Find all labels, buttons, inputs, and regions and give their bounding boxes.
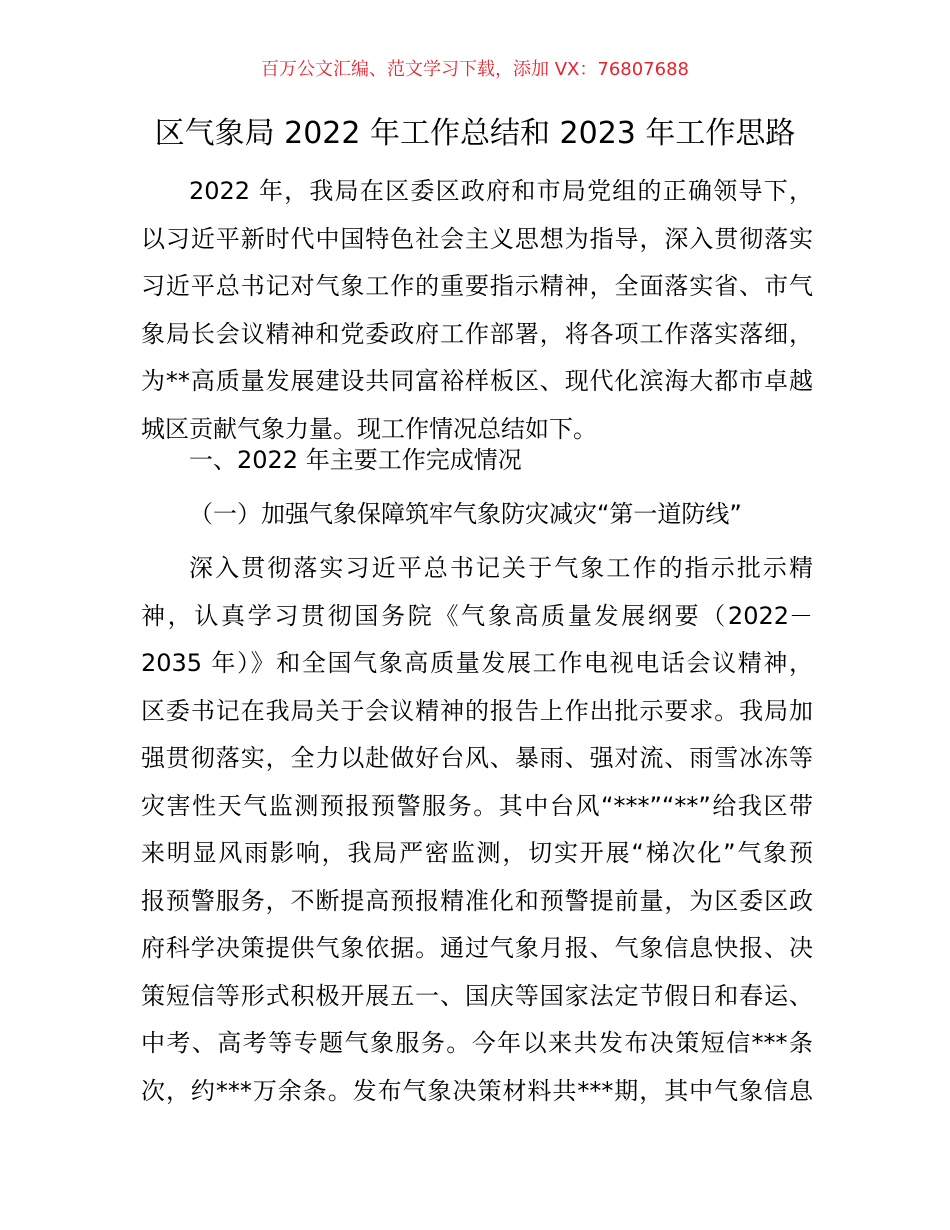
text-line: 府科学决策提供气象依据。通过气象月报、气象信息快报、决 [141,934,813,962]
text-line: 2022 年，我局在区委区政府和市局党组的正确领导下， [189,177,813,205]
text-line: 城区贡献气象力量。现工作情况总结如下。 [141,414,597,443]
paragraph-body [141,545,813,1115]
subsection-heading [141,491,813,539]
text-line: 2035 年）》和全国气象高质量发展工作电视电话会议精神， [141,649,813,677]
text-line: 来明显风雨影响，我局严密监测，切实开展“梯次化”气象预 [141,839,813,867]
section-heading [141,437,813,485]
text-line: 习近平总书记对气象工作的重要指示精神，全面落实省、市气 [141,272,813,300]
text-line: 象局长会议精神和党委政府工作部署，将各项工作落实落细， [141,319,813,348]
text-line: 以习近平新时代中国特色社会主义思想为指导，深入贯彻落实 [141,224,813,253]
text-line: 中考、高考等专题气象服务。今年以来共发布决策短信***条 [141,1029,813,1057]
text-line: 为**高质量发展建设共同富裕样板区、现代化滨海大都市卓越 [141,367,813,395]
paragraph-intro [141,168,813,453]
text-line: 灾害性天气监测预报预警服务。其中台风“***”“**”给我区带 [141,791,813,820]
text-line: 次，约***万余条。发布气象决策材料共***期，其中气象信息 [141,1076,813,1105]
text-line: 深入贯彻落实习近平总书记关于气象工作的指示批示精 [189,554,813,582]
watermark-header: 百万公文汇编、范文学习下载，添加 VX：76807688 [261,59,689,80]
text-line: 神，认真学习贯彻国务院《气象高质量发展纲要（2022－ [141,601,813,630]
subsection-heading-text: （一）加强气象保障筑牢气象防灾减灾“第一道防线” [189,500,742,528]
section-heading-text: 一、2022 年主要工作完成情况 [189,446,522,474]
text-line: 区委书记在我局关于会议精神的报告上作出批示要求。我局加 [141,696,813,725]
text-line: 强贯彻落实，全力以赴做好台风、暴雨、强对流、雨雪冰冻等 [141,744,813,772]
text-line: 策短信等形式积极开展五一、国庆等国家法定节假日和春运、 [141,981,813,1010]
document-title: 区气象局 2022 年工作总结和 2023 年工作思路 [154,116,796,151]
text-line: 报预警服务，不断提高预报精准化和预警提前量，为区委区政 [141,886,813,915]
